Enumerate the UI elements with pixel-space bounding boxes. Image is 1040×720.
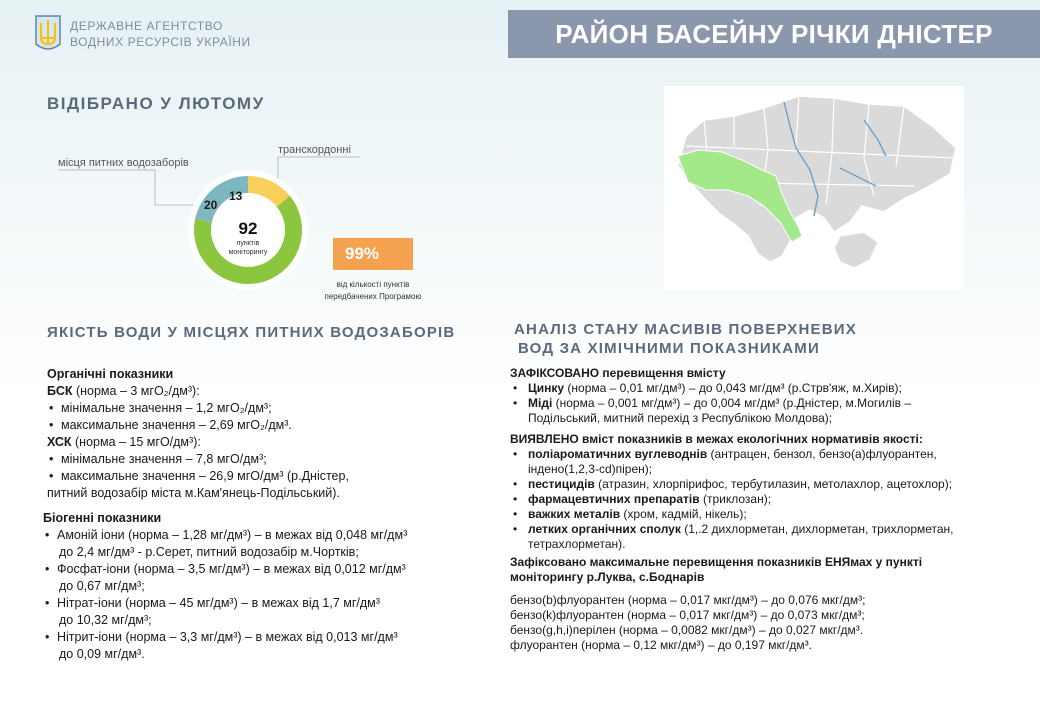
- max-item-fluoranthene: флуорантен (норма – 0,12 мкг/дм³) – до 0,197 мкг/дм³.: [510, 638, 812, 652]
- max-item-bghip: бензо(g,h,i)перілен (норма – 0,0082 мкг/дм³) – до 0,027 мкг/дм³.: [510, 623, 864, 637]
- biogenic-indicators-block: [43, 510, 493, 663]
- coverage-percent-note: [308, 279, 438, 303]
- biogenic-title: Біогенні показники: [43, 511, 162, 525]
- donut-center: [212, 219, 284, 257]
- bio-nitrate-cont: до 10,32 мг/дм³;: [59, 613, 152, 627]
- bio-nitrite-cont: до 0,09 мг/дм³.: [59, 647, 145, 661]
- found-pah-cont: індено(1,2,3-cd)пірен);: [528, 462, 653, 476]
- max-item-bbf: бензо(b)флуорантен (норма – 0,017 мкг/дм³) – до 0,076 мкг/дм³;: [510, 593, 866, 607]
- agency-line-1: ДЕРЖАВНЕ АГЕНТСТВО: [70, 19, 223, 33]
- analysis-heading-line-2: ВОД ЗА ХІМІЧНИМИ ПОКАЗНИКАМИ: [518, 340, 820, 357]
- hsk-min: • мінімальне значення – 7,8 мгО/дм³;: [47, 451, 467, 468]
- bio-phosphate-cont: до 0,67 мг/дм³;: [59, 579, 145, 593]
- bio-ammonium-cont: до 2,4 мг/дм³ - р.Серет, питний водозабір м.Чортків;: [59, 545, 359, 559]
- zinc-label: Цинку: [528, 381, 565, 395]
- found-heavy-metals: • важких металів (хром, кадмій, нікель);: [510, 507, 1035, 522]
- ukraine-map: [664, 86, 964, 290]
- found-voc-cont: тетрахлорметан).: [528, 537, 626, 551]
- zinc-text: (норма – 0,01 мг/дм³) – до 0,043 мг/дм³ (р.Стрв'яж, м.Хирів);: [564, 381, 902, 395]
- bsk-row: [47, 383, 467, 400]
- bio-phosphate: • Фосфат-іони (норма – 3,5 мг/дм³) – в межах від 0,012 мг/дм³: [43, 561, 493, 578]
- max-exceedance-title-2: моніторингу р.Луква, с.Боднарів: [510, 570, 705, 584]
- found-pharma: • фармацевтичних препаратів (триклозан);: [510, 492, 1035, 507]
- bio-ammonium: • Амоній іони (норма – 1,28 мг/дм³) – в межах від 0,048 мг/дм³: [43, 527, 493, 544]
- found-voc: • летких органічних сполук (1,.2 дихлорметан, дихлорметан, трихлорметан,: [510, 522, 1035, 537]
- within-norms-block: [510, 432, 1035, 552]
- zinc-row: [510, 381, 1030, 396]
- bsk-norm: (норма – 3 мгО₂/дм³):: [72, 384, 200, 398]
- bio-nitrite: • Нітрит-іони (норма – 3,3 мг/дм³) – в межах від 0,013 мг/дм³: [43, 629, 493, 646]
- ukraine-map-icon: [664, 86, 964, 290]
- coverage-note-line-2: передбачених Програмою: [324, 292, 422, 301]
- max-exceedance-block: [510, 555, 1035, 653]
- bsk-label: БСК: [47, 384, 73, 398]
- callout-transboundary-label: транскордонні: [278, 144, 351, 156]
- bio-nitrate: • Нітрат-іони (норма – 45 мг/дм³) – в межах від 1,7 мг/дм³: [43, 595, 493, 612]
- max-exceedance-title-1: Зафіксовано максимальне перевищення показників ЕНЯмах у пункті: [510, 555, 923, 569]
- copper-label: Міді: [528, 396, 553, 410]
- surface-water-analysis-heading: [514, 320, 857, 358]
- total-points-label-1: пунктів: [236, 240, 260, 247]
- max-item-bkf: бензо(k)флуорантен (норма – 0,017 мкг/дм³) – до 0,073 мкг/дм³;: [510, 608, 865, 622]
- total-points-value: 92: [238, 219, 258, 238]
- hsk-max-cont: питний водозабір міста м.Кам'янець-Подільський).: [47, 486, 340, 500]
- copper-text-cont: Подільський, митний перехід з Республікою Молдова);: [528, 411, 833, 425]
- total-points-label-2: моніторингу: [228, 249, 268, 256]
- exceedance-title: ЗАФІКСОВАНО перевищення вмісту: [510, 366, 726, 380]
- coverage-note-line-1: від кількості пунктів: [336, 280, 410, 289]
- copper-row: [510, 396, 1030, 411]
- found-pesticides: • пестицидів (атразин, хлорпірифос, тербутилазин, метолахлор, ацетохлор);: [510, 477, 1035, 492]
- callout-drinking-label: місця питних водозаборів: [58, 157, 189, 169]
- within-norms-title: ВИЯВЛЕНО вміст показників в межах екологічних нормативів якості:: [510, 432, 923, 446]
- drinking-count-label: 20: [204, 198, 218, 212]
- copper-text: (норма – 0,001 мг/дм³) – до 0,004 мг/дм³ (р.Дністер, м.Могилів –: [552, 396, 911, 410]
- monitoring-heading: ВІДІБРАНО У ЛЮТОМУ: [47, 94, 265, 113]
- transboundary-count-label: 13: [229, 189, 243, 203]
- organic-title: Органічні показники: [47, 367, 174, 381]
- bsk-max: • максимальне значення – 2,69 мгО₂/дм³.: [47, 417, 467, 434]
- drinking-water-quality-heading: ЯКІСТЬ ВОДИ У МІСЦЯХ ПИТНИХ ВОДОЗАБОРІВ: [47, 324, 456, 341]
- hsk-norm: (норма – 15 мгО/дм³):: [71, 435, 201, 449]
- hsk-label: ХСК: [47, 435, 72, 449]
- coverage-percent-badge: 99%: [333, 238, 413, 270]
- hsk-row: [47, 434, 467, 451]
- analysis-heading-line-1: АНАЛІЗ СТАНУ МАСИВІВ ПОВЕРХНЕВИХ: [514, 321, 857, 338]
- hsk-max: • максимальне значення – 26,9 мгО/дм³ (р.Дністер,: [47, 468, 467, 485]
- page-title-banner: РАЙОН БАСЕЙНУ РІЧКИ ДНІСТЕР: [508, 10, 1040, 58]
- found-pah: • поліароматичних вуглеводнів (антрацен, бензол, бензо(а)флуорантен,: [510, 447, 1035, 462]
- agency-line-2: ВОДНИХ РЕСУРСІВ УКРАЇНИ: [70, 35, 251, 49]
- organic-indicators-block: [47, 366, 467, 502]
- exceedance-block: [510, 366, 1030, 426]
- bsk-min: • мінімальне значення – 1,2 мгО₂/дм³;: [47, 400, 467, 417]
